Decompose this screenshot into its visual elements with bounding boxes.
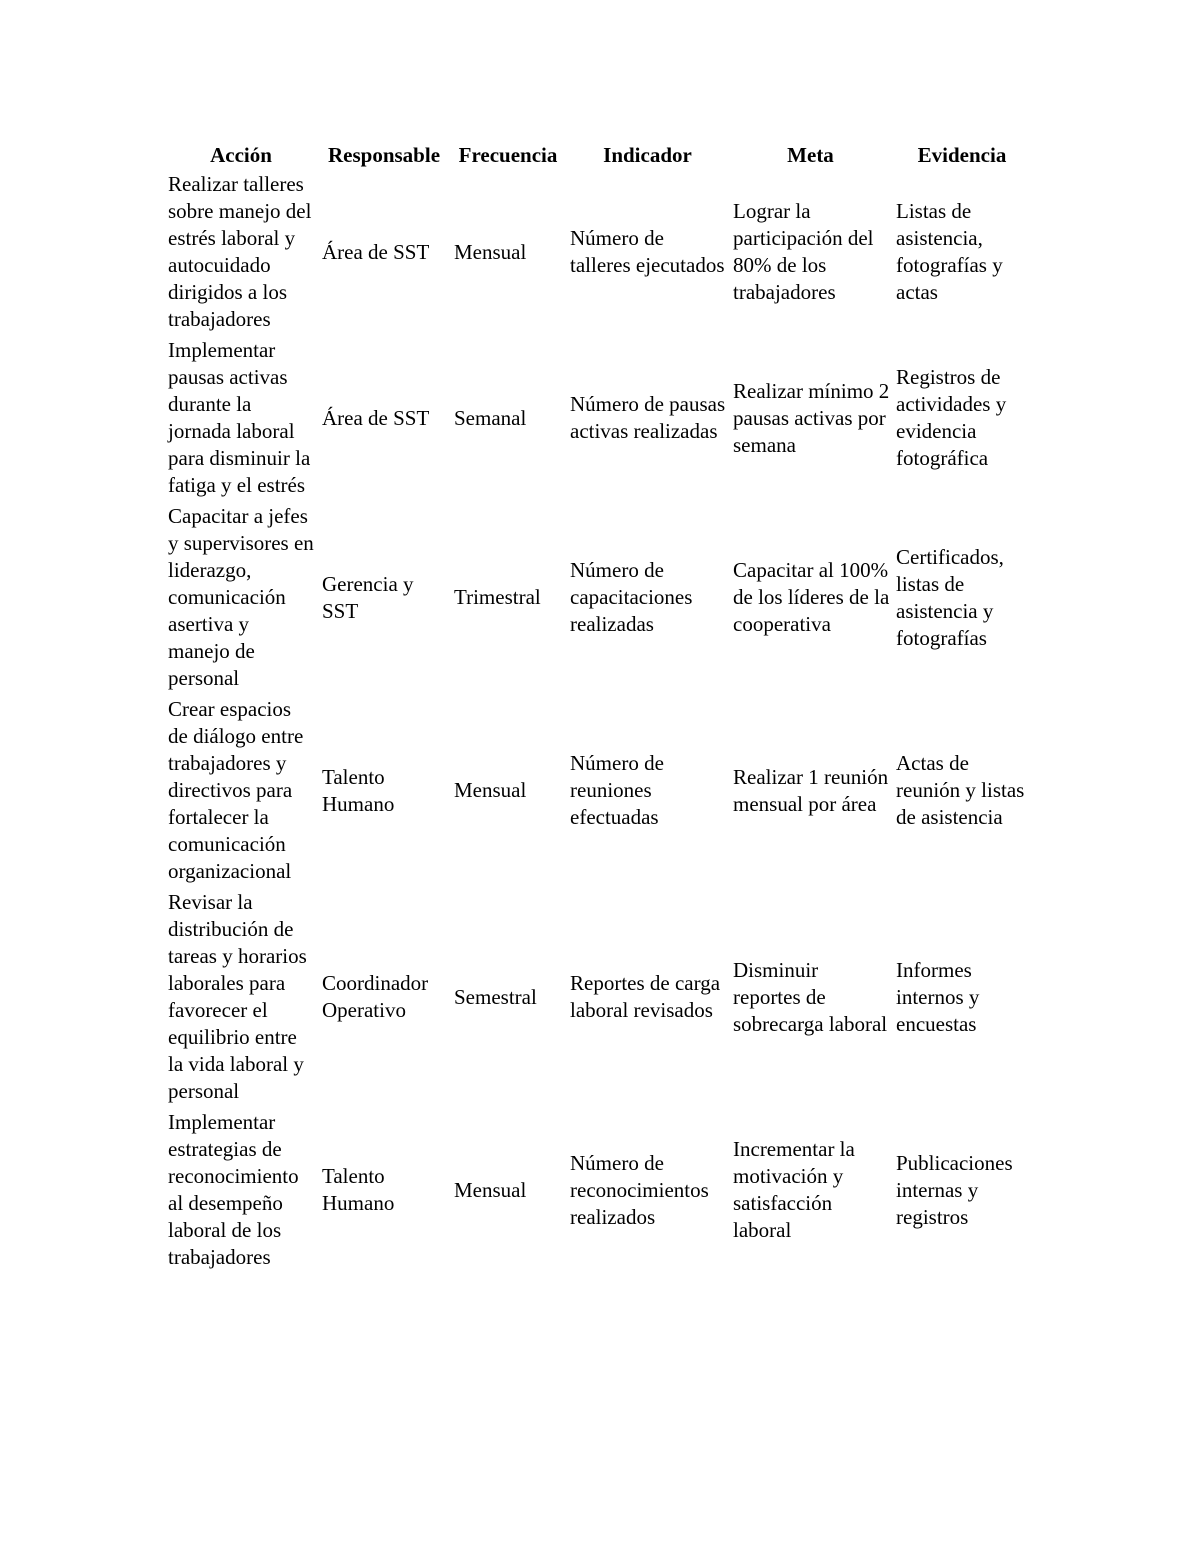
- header-responsable: Responsable: [327, 143, 441, 167]
- cell-frecuencia: Semestral: [454, 984, 537, 1009]
- header-frecuencia: Frecuencia: [458, 143, 558, 167]
- cell-responsable: Área de SST: [322, 405, 430, 430]
- cell-responsable: Talento Humano: [322, 1164, 395, 1215]
- cell-evidencia: Registros de actividades y evidencia fotográfica: [896, 365, 1007, 470]
- cell-indicador: Número de talleres ejecutados: [570, 226, 725, 277]
- table-row: [164, 889, 1032, 1109]
- cell-indicador: Número de pausas activas realizadas: [570, 392, 726, 443]
- cell-frecuencia: Semanal: [454, 405, 527, 430]
- cell-meta: Capacitar al 100% de los líderes de la cooperativa: [733, 558, 890, 636]
- cell-meta: Incrementar la motivación y satisfacción laboral: [733, 1137, 855, 1242]
- cell-indicador: Número de reuniones efectuadas: [570, 751, 664, 829]
- header-evidencia: Evidencia: [917, 143, 1007, 167]
- cell-accion: Crear espacios de diálogo entre trabajadores y directivos para fortalecer la comunicación organizacional: [168, 697, 304, 883]
- cell-frecuencia: Trimestral: [454, 585, 541, 609]
- cell-meta: Disminuir reportes de sobrecarga laboral: [733, 957, 888, 1036]
- cell-accion: Implementar pausas activas durante la jornada laboral para disminuir la fatiga y el estrés: [168, 338, 311, 497]
- table-row: [164, 696, 1032, 889]
- cell-evidencia: Actas de reunión y listas de asistencia: [896, 751, 1025, 829]
- cell-accion: Revisar la distribución de tareas y horarios laborales para favorecer el equilibrio entre la vida laboral y personal: [168, 890, 307, 1103]
- cell-evidencia: Informes internos y encuestas: [896, 957, 980, 1036]
- cell-accion: Implementar estrategias de reconocimiento al desempeño laboral de los trabajadores: [168, 1110, 299, 1269]
- cell-responsable: Área de SST: [322, 239, 430, 264]
- header-indicador: Indicador: [603, 143, 692, 167]
- cell-responsable: Gerencia y SST: [322, 571, 414, 623]
- header-row: [164, 140, 1032, 171]
- table-row: [164, 503, 1032, 696]
- cell-meta: Lograr la participación del 80% de los trabajadores: [733, 199, 874, 304]
- cell-indicador: Reportes de carga laboral revisados: [570, 971, 721, 1022]
- table-row: [164, 337, 1032, 503]
- cell-responsable: Talento Humano: [322, 764, 395, 816]
- cell-meta: Realizar 1 reunión mensual por área: [733, 764, 889, 816]
- header-accion: Acción: [210, 143, 272, 167]
- cell-accion: Realizar talleres sobre manejo del estrés laboral y autocuidado dirigidos a los trabajadores: [168, 172, 312, 331]
- cell-responsable: Coordinador Operativo: [322, 971, 429, 1022]
- cell-meta: Realizar mínimo 2 pausas activas por semana: [733, 378, 890, 457]
- cell-evidencia: Certificados, listas de asistencia y fotografías: [896, 544, 1004, 650]
- action-plan-table: [164, 140, 1032, 1275]
- cell-indicador: Número de capacitaciones realizadas: [570, 558, 693, 636]
- table-row: [164, 171, 1032, 337]
- cell-indicador: Número de reconocimientos realizados: [570, 1150, 709, 1229]
- cell-frecuencia: Mensual: [454, 1177, 527, 1202]
- table-row: [164, 1109, 1032, 1275]
- cell-frecuencia: Mensual: [454, 778, 527, 802]
- cell-accion: Capacitar a jefes y supervisores en liderazgo, comunicación asertiva y manejo de personal: [168, 504, 314, 690]
- cell-evidencia: Listas de asistencia, fotografías y actas: [896, 199, 1003, 304]
- cell-frecuencia: Mensual: [454, 239, 527, 264]
- table-body: [164, 171, 1032, 1275]
- header-meta: Meta: [787, 143, 834, 167]
- cell-evidencia: Publicaciones internas y registros: [896, 1150, 1013, 1229]
- table-header: [164, 140, 1032, 171]
